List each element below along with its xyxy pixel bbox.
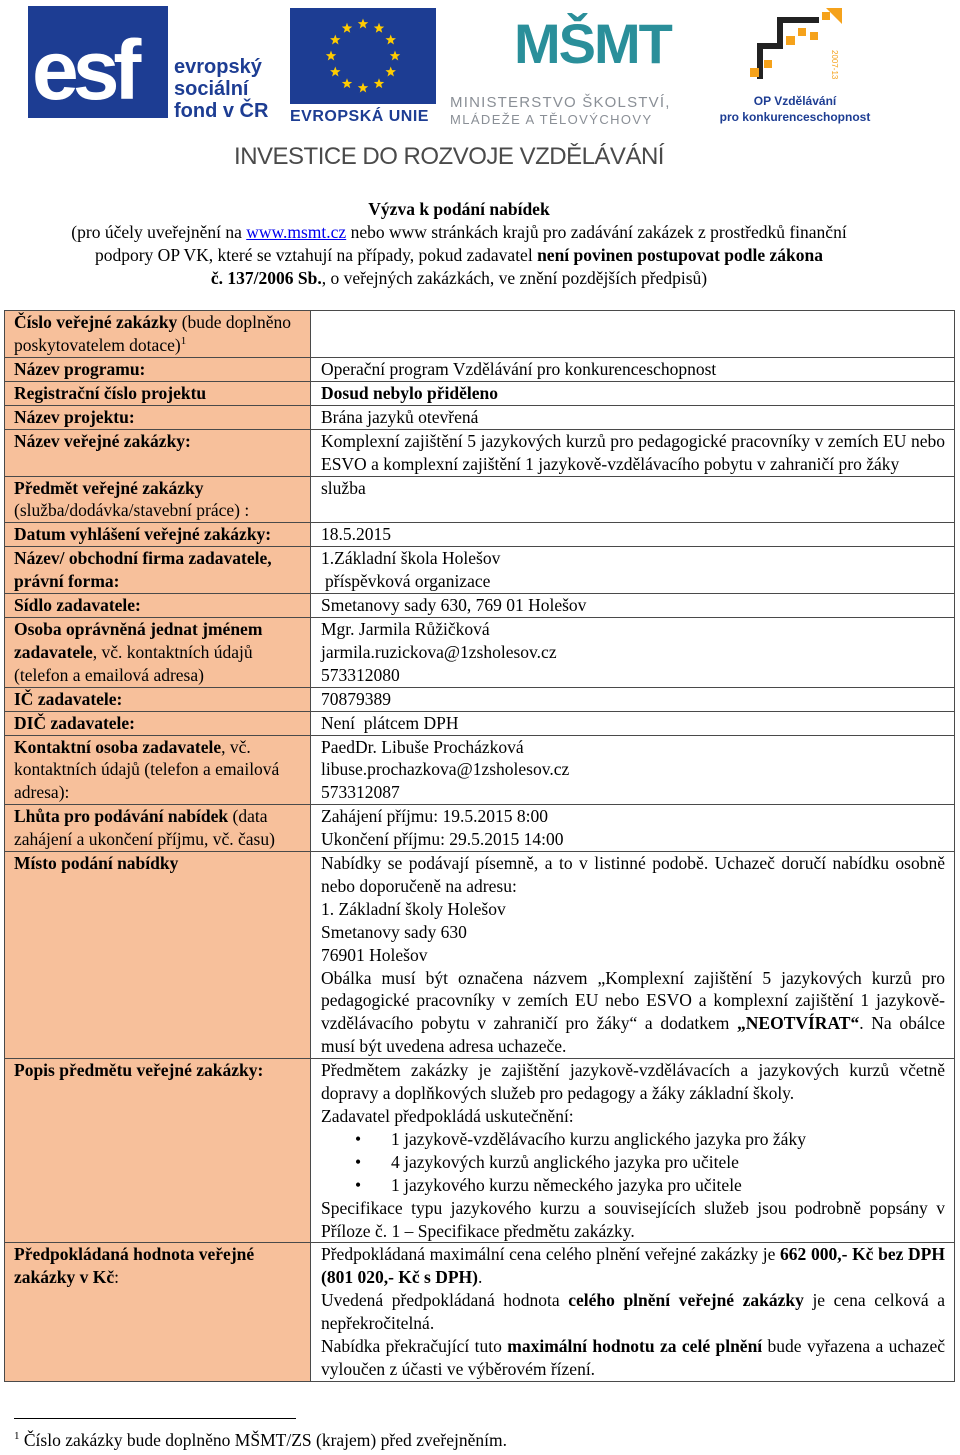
value-cell-description: Předmětem zakázky je zajištění jazykově-vzdělávacích a jazykových kurzů včetně dopravy a doplňkových služeb pro pedagogy a žáky základní školy. Zadavatel předpokládá uskutečnění: • 1 jazykově-vzdělávacího kurzu anglického jazyka pro žáky • 4 jazykových kurzů anglického jazyka pro učitele • 1 jazykového kurzu německého jazyka pro učitele Specifikace typu jazykového kurzu a souvisejících služeb jsou podrobně popsány v Příloze č. 1 – Specifikace předmětu zakázky. [311, 1059, 955, 1243]
eu-flag-icon [290, 8, 436, 104]
list-item: • 1 jazykově-vzdělávacího kurzu anglického jazyka pro žáky [321, 1128, 945, 1151]
label-cell-authorized-person: Osoba oprávněná jednat jménem zadavatele, vč. kontaktních údajů (telefon a emailová adresa) [5, 617, 311, 687]
tender-table [4, 310, 955, 1382]
value-cell-seat: Smetanovy sady 630, 769 01 Holešov [311, 594, 955, 618]
email-text: libuse.prochazkova@1zsholesov.cz [321, 759, 570, 780]
label-cell-estimated-value: Předpokládaná hodnota veřejné zakázky v Kč: [5, 1243, 311, 1381]
label-cell-company: Název/ obchodní firma zadavatele, právní forma: [5, 547, 311, 594]
heading-line: (pro účely uveřejnění na www.msmt.cz nebo www stránkách krajů pro zadávání zakázek z prostředků finanční [71, 222, 847, 242]
esf-text-line: sociální [174, 78, 249, 100]
value-cell-contact-person: PaedDr. Libuše Procházková libuse.prochazkova@1zsholesov.cz 573312087 [311, 735, 955, 805]
msmt-logo-text: MLÁDEŽE A TĚLOVÝCHOVY [450, 112, 653, 127]
esf-logo-mark [28, 6, 168, 118]
footnote: $^1$ Číslo zakázky bude doplněno MŠMT/ZS (krajem) před zveřejněním. [14, 1430, 507, 1450]
opvk-logo [710, 6, 880, 126]
esf-text-line: evropský [174, 56, 262, 78]
eu-logo [290, 8, 440, 128]
esf-text-line: fond v ČR [174, 100, 269, 122]
table-row [5, 476, 955, 523]
value-cell-tender-name: Komplexní zajištění 5 jazykových kurzů pro pedagogické pracovníky v zemích EU nebo ESVO a komplexní zajištění 1 jazykově-vzdělávacího pobytu v zahraničí pro žáky [311, 429, 955, 476]
msmt-logo-text: MINISTERSTVO ŠKOLSTVÍ, [450, 94, 671, 111]
heading-line: č. 137/2006 Sb., o veřejných zakázkách, ve znění pozdějších předpisů) [210, 268, 708, 288]
label-cell-dic: DIČ zadavatele: [5, 711, 311, 735]
email-text: jarmila.ruzickova@1zsholesov.cz [321, 641, 557, 662]
label-cell-date: Datum vyhlášení veřejné zakázky: [5, 523, 311, 547]
esf-logo-text [174, 56, 268, 122]
table-row [5, 594, 955, 618]
label-cell-subject: Předmět veřejné zakázky (služba/dodávka/stavební práce) : [5, 476, 311, 523]
value-cell-ic: 70879389 [311, 687, 955, 711]
label-cell-program: Název programu: [5, 358, 311, 382]
table-row [5, 358, 955, 382]
value-cell-program: Operační program Vzdělávání pro konkurenceschopnost [311, 358, 955, 382]
table-row [5, 852, 955, 1059]
label-cell-submission-place: Místo podání nabídky [5, 852, 311, 1059]
value-cell-dic: Není plátcem DPH [311, 711, 955, 735]
value-cell-submission-place: Nabídky se podávají písemně, a to v listinné podobě. Uchazeč doručí nabídku osobně nebo doporučeně na adresu: 1. Základní školy Holešov Smetanovy sady 630 76901 Holešov Obálka musí být označena názvem „Komplexní zajištění 5 jazykových kurzů pro pedagogické pracovníky v zemích EU nebo ESVO a komplexní zajištění 1 jazykově-vzdělávacího pobytu v zahraničí pro žáky“ a dodatkem „NEOTVÍRAT“. Na obálce musí být uvedena adresa uchazeče. [311, 852, 955, 1059]
label-cell-tender-name: Název veřejné zakázky: [5, 429, 311, 476]
table-row [5, 687, 955, 711]
opvk-logo-mark-icon [746, 6, 846, 88]
label-cell-tender-number: Číslo veřejné zakázky (bude doplněno poskytovatelem dotace)$^1$ [5, 311, 311, 358]
table-row [5, 405, 955, 429]
opvk-logo-text: pro konkurenceschopnost [719, 110, 871, 124]
logo-header [0, 0, 960, 180]
document-heading [14, 198, 904, 290]
table-row [5, 381, 955, 405]
value-cell-registration: Dosud nebylo přiděleno [311, 381, 955, 405]
list-item: • 4 jazykových kurzů anglického jazyka pro učitele [321, 1151, 945, 1174]
label-cell-seat: Sídlo zadavatele: [5, 594, 311, 618]
value-cell-project-name: Brána jazyků otevřená [311, 405, 955, 429]
slogan: INVESTICE DO ROZVOJE VZDĚLÁVÁNÍ [234, 143, 664, 170]
table-row [5, 617, 955, 687]
msmt-logo [448, 4, 708, 127]
value-cell-date: 18.5.2015 [311, 523, 955, 547]
value-cell-authorized-person: Mgr. Jarmila Růžičková jarmila.ruzickova@1zsholesov.cz 573312080 [311, 617, 955, 687]
heading-line: podpory OP VK, které se vztahují na případy, pokud zadavatel není povinen postupovat podle zákona [94, 245, 823, 265]
value-cell-tender-number [311, 311, 955, 358]
msmt-logo-mark: MŠMT [514, 12, 671, 75]
label-cell-project-name: Název projektu: [5, 405, 311, 429]
table-row [5, 1059, 955, 1243]
table-row [5, 523, 955, 547]
esf-logo-letters: esf [32, 23, 136, 117]
label-cell-description: Popis předmětu veřejné zakázky: [5, 1059, 311, 1243]
table-row [5, 1243, 955, 1381]
label-cell-registration: Registrační číslo projektu [5, 381, 311, 405]
table-row [5, 735, 955, 805]
document-title: Výzva k podání nabídek [368, 199, 550, 219]
eu-logo-text: EVROPSKÁ UNIE [290, 108, 429, 125]
table-row [5, 547, 955, 594]
table-row [5, 711, 955, 735]
footnote-divider [14, 1418, 296, 1419]
table-row [5, 429, 955, 476]
svg-text:2007-13: 2007-13 [830, 50, 839, 80]
table-row [5, 805, 955, 852]
value-cell-estimated-value: Předpokládaná maximální cena celého plnění veřejné zakázky je 662 000,- Kč bez DPH (801 020,- Kč s DPH). Uvedená předpokládaná hodnota celého plnění veřejné zakázky je cena celková a nepřekročitelná. Nabídka překračující tuto maximální hodnotu za celé plnění bude vyřazena a uchazeč vyloučen z účasti ve výběrovém řízení. [311, 1243, 955, 1381]
msmt-link[interactable]: www.msmt.cz [246, 222, 347, 242]
label-cell-ic: IČ zadavatele: [5, 687, 311, 711]
list-item: • 1 jazykového kurzu německého jazyka pro učitele [321, 1174, 945, 1197]
label-cell-deadline: Lhůta pro podávání nabídek (data zahájení a ukončení příjmu, vč. času) [5, 805, 311, 852]
course-list [321, 1128, 945, 1197]
value-cell-company: 1.Základní škola Holešov příspěvková organizace [311, 547, 955, 594]
opvk-logo-text: OP Vzdělávání [753, 94, 837, 108]
label-cell-contact-person: Kontaktní osoba zadavatele, vč. kontaktních údajů (telefon a emailová adresa): [5, 735, 311, 805]
value-cell-subject: služba [311, 476, 955, 523]
value-cell-deadline: Zahájení příjmu: 19.5.2015 8:00 Ukončení příjmu: 29.5.2015 14:00 [311, 805, 955, 852]
esf-logo [28, 6, 278, 122]
table-row [5, 311, 955, 358]
